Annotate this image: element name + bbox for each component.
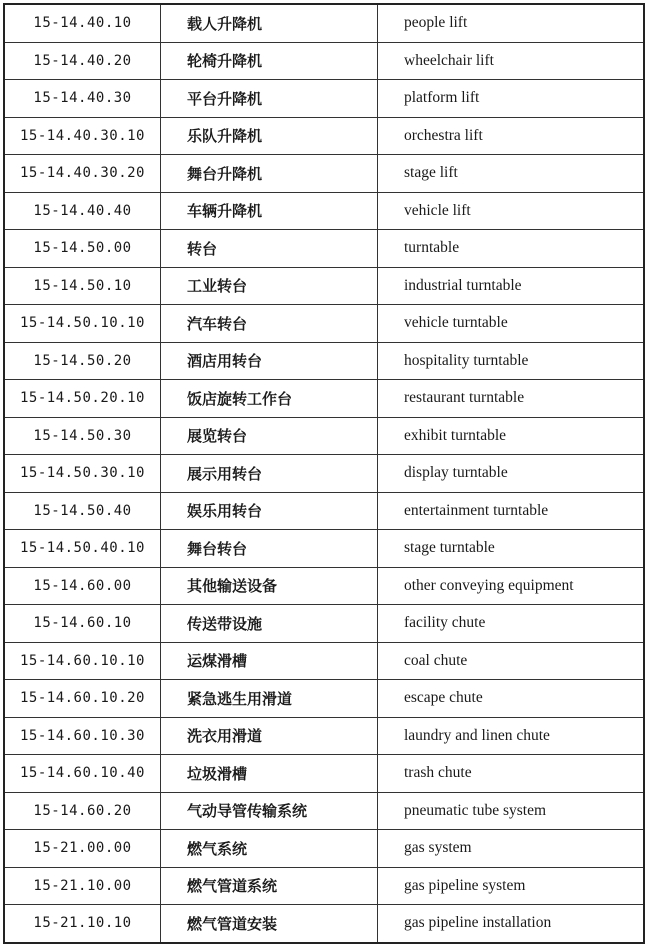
english-term-cell: vehicle turntable	[378, 305, 645, 343]
table-row	[4, 567, 644, 605]
english-term-cell: stage turntable	[378, 530, 645, 568]
table-row	[4, 267, 644, 305]
english-term-cell: display turntable	[378, 455, 645, 493]
code-cell: 15-14.60.10	[4, 605, 161, 643]
chinese-term-cell: 工业转台	[161, 267, 378, 305]
english-term-cell: laundry and linen chute	[378, 717, 645, 755]
code-cell: 15-14.50.40	[4, 492, 161, 530]
english-term-cell: gas pipeline system	[378, 867, 645, 905]
chinese-term-cell: 其他输送设备	[161, 567, 378, 605]
code-cell: 15-14.50.40.10	[4, 530, 161, 568]
code-cell: 15-14.50.00	[4, 230, 161, 268]
table-row	[4, 867, 644, 905]
english-term-cell: turntable	[378, 230, 645, 268]
chinese-term-cell: 舞台转台	[161, 530, 378, 568]
english-term-cell: coal chute	[378, 642, 645, 680]
table-row	[4, 380, 644, 418]
english-term-cell: hospitality turntable	[378, 342, 645, 380]
chinese-term-cell: 燃气系统	[161, 830, 378, 868]
english-term-cell: platform lift	[378, 80, 645, 118]
english-term-cell: gas system	[378, 830, 645, 868]
table-row	[4, 342, 644, 380]
chinese-term-cell: 酒店用转台	[161, 342, 378, 380]
classification-table	[3, 3, 645, 944]
code-cell: 15-14.50.10	[4, 267, 161, 305]
code-cell: 15-14.60.10.30	[4, 717, 161, 755]
code-cell: 15-14.50.30.10	[4, 455, 161, 493]
chinese-term-cell: 垃圾滑槽	[161, 755, 378, 793]
chinese-term-cell: 气动导管传输系统	[161, 792, 378, 830]
english-term-cell: vehicle lift	[378, 192, 645, 230]
table-row	[4, 792, 644, 830]
chinese-term-cell: 饭店旋转工作台	[161, 380, 378, 418]
english-term-cell: wheelchair lift	[378, 42, 645, 80]
code-cell: 15-14.60.00	[4, 567, 161, 605]
code-cell: 15-14.50.10.10	[4, 305, 161, 343]
english-term-cell: stage lift	[378, 155, 645, 193]
table-row	[4, 680, 644, 718]
chinese-term-cell: 燃气管道系统	[161, 867, 378, 905]
chinese-term-cell: 洗衣用滑道	[161, 717, 378, 755]
english-term-cell: orchestra lift	[378, 117, 645, 155]
english-term-cell: pneumatic tube system	[378, 792, 645, 830]
table-row	[4, 830, 644, 868]
chinese-term-cell: 展览转台	[161, 417, 378, 455]
chinese-term-cell: 紧急逃生用滑道	[161, 680, 378, 718]
code-cell: 15-14.60.10.20	[4, 680, 161, 718]
chinese-term-cell: 乐队升降机	[161, 117, 378, 155]
chinese-term-cell: 运煤滑槽	[161, 642, 378, 680]
code-cell: 15-21.00.00	[4, 830, 161, 868]
english-term-cell: escape chute	[378, 680, 645, 718]
table-row	[4, 230, 644, 268]
chinese-term-cell: 汽车转台	[161, 305, 378, 343]
table-row	[4, 755, 644, 793]
table-row	[4, 80, 644, 118]
chinese-term-cell: 轮椅升降机	[161, 42, 378, 80]
code-cell: 15-14.40.30.10	[4, 117, 161, 155]
chinese-term-cell: 载人升降机	[161, 4, 378, 42]
code-cell: 15-14.40.20	[4, 42, 161, 80]
english-term-cell: trash chute	[378, 755, 645, 793]
classification-table-page	[3, 3, 645, 941]
chinese-term-cell: 转台	[161, 230, 378, 268]
table-row	[4, 417, 644, 455]
english-term-cell: exhibit turntable	[378, 417, 645, 455]
table-row	[4, 605, 644, 643]
code-cell: 15-14.60.20	[4, 792, 161, 830]
english-term-cell: industrial turntable	[378, 267, 645, 305]
code-cell: 15-14.50.20	[4, 342, 161, 380]
code-cell: 15-14.40.30	[4, 80, 161, 118]
table-row	[4, 155, 644, 193]
table-row	[4, 905, 644, 943]
table-row	[4, 42, 644, 80]
code-cell: 15-14.60.10.10	[4, 642, 161, 680]
chinese-term-cell: 车辆升降机	[161, 192, 378, 230]
table-row	[4, 4, 644, 42]
code-cell: 15-14.40.40	[4, 192, 161, 230]
table-row	[4, 305, 644, 343]
table-row	[4, 455, 644, 493]
code-cell: 15-14.40.30.20	[4, 155, 161, 193]
chinese-term-cell: 传送带设施	[161, 605, 378, 643]
english-term-cell: people lift	[378, 4, 645, 42]
table-row	[4, 717, 644, 755]
code-cell: 15-21.10.10	[4, 905, 161, 943]
english-term-cell: facility chute	[378, 605, 645, 643]
english-term-cell: other conveying equipment	[378, 567, 645, 605]
chinese-term-cell: 平台升降机	[161, 80, 378, 118]
table-row	[4, 192, 644, 230]
code-cell: 15-14.40.10	[4, 4, 161, 42]
table-row	[4, 492, 644, 530]
chinese-term-cell: 展示用转台	[161, 455, 378, 493]
code-cell: 15-21.10.00	[4, 867, 161, 905]
table-row	[4, 530, 644, 568]
chinese-term-cell: 燃气管道安装	[161, 905, 378, 943]
table-body	[4, 4, 644, 943]
code-cell: 15-14.60.10.40	[4, 755, 161, 793]
table-row	[4, 117, 644, 155]
chinese-term-cell: 舞台升降机	[161, 155, 378, 193]
english-term-cell: restaurant turntable	[378, 380, 645, 418]
english-term-cell: gas pipeline installation	[378, 905, 645, 943]
chinese-term-cell: 娱乐用转台	[161, 492, 378, 530]
english-term-cell: entertainment turntable	[378, 492, 645, 530]
code-cell: 15-14.50.20.10	[4, 380, 161, 418]
code-cell: 15-14.50.30	[4, 417, 161, 455]
table-row	[4, 642, 644, 680]
